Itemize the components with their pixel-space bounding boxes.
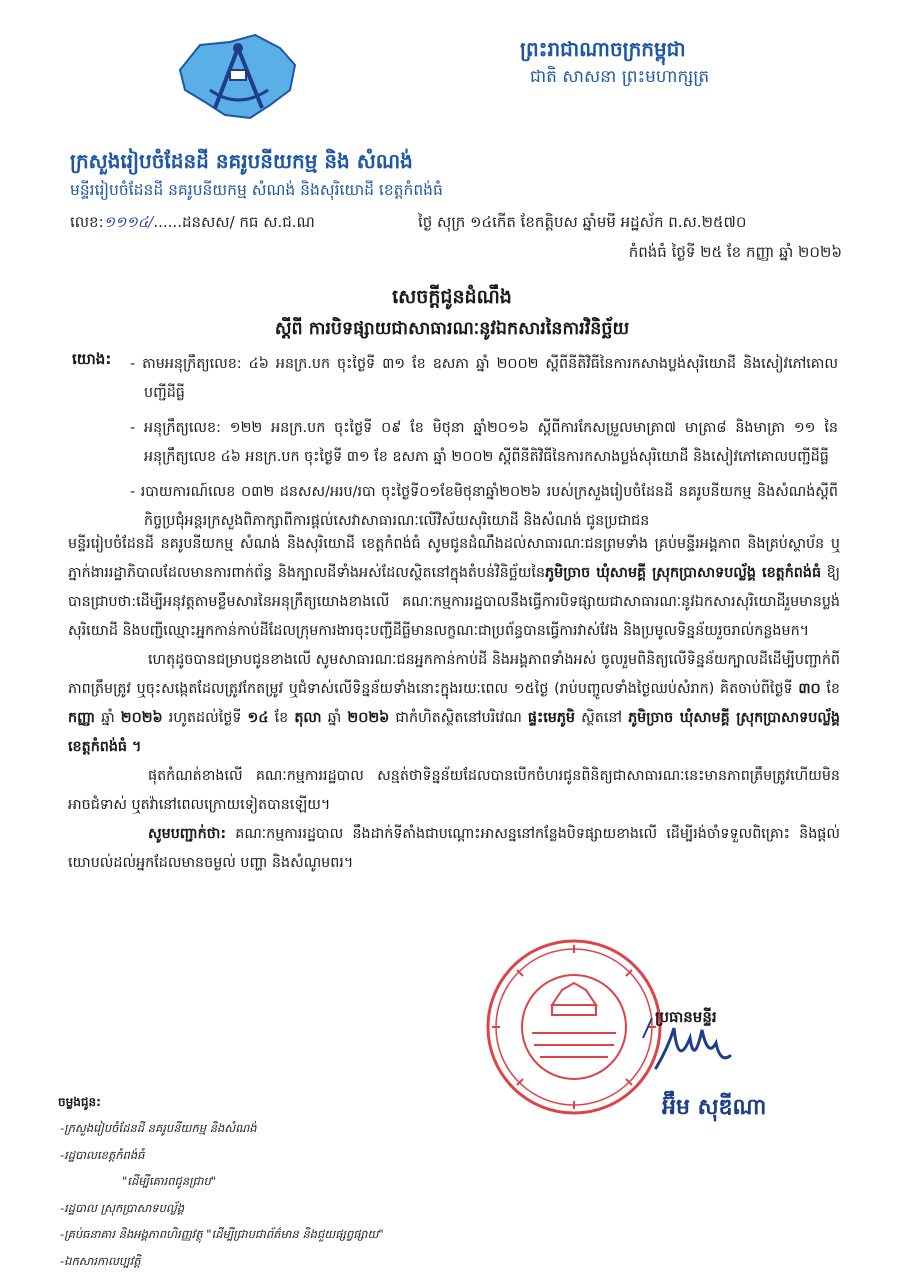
p4-text: គណៈកម្មការរដ្ឋបាល នឹងដាក់ទីតាំងជាបណ្ដោះអាសន្ននៅកន្លែងបិទផ្សាយខាងលើ ដើម្បីរង់ចាំទទួលពិគ្រោះ និងផ្ដល់យោបល់ដល់អ្នកដែលមានចម្ងល់ បញ្ហា និងសំណូមពរ។: [68, 826, 840, 871]
body-paragraph-4: [68, 820, 840, 878]
ministry-emblem-icon: [170, 30, 305, 125]
p2-text-mid: ឆ្នាំ: [94, 710, 121, 726]
kingdom-heading: ព្រះរាជាណាចក្រកម្ពុជា: [520, 37, 686, 61]
cc-label: ចម្លងជូន:: [58, 1095, 101, 1109]
body-paragraph-1: [68, 530, 840, 646]
p2-text-mid: ឆ្នាំ: [321, 710, 348, 726]
cc-item: "ដើម្បីគោរពជូនជ្រាប": [122, 1174, 217, 1188]
start-year: ២០២៦: [120, 710, 163, 726]
p2-text-mid: ស្ថិតនៅ: [575, 710, 629, 726]
end-year: ២០២៦: [347, 710, 390, 726]
reference-number: [70, 213, 315, 235]
notice-body: [68, 530, 841, 878]
cc-list: [60, 1115, 384, 1274]
cc-item: -រដ្ឋបាលខេត្តកំពង់ធំ: [60, 1147, 145, 1162]
ref-handwritten-number: ១១១៤/: [103, 213, 154, 231]
signer-name: អ៊ឹម សុឌីណា: [662, 1095, 767, 1120]
venue-location: ភូមិច្រាច ឃុំសាមគ្គី ស្រុកប្រាសាទបល្ល័ង្គ ខេត្តកំពង់ធំ ។: [68, 710, 841, 755]
p2-text-mid: ខែ: [820, 681, 840, 697]
p2-text: ហេតុដូចបានជម្រាបជូនខាងលើ សូមសាធារណៈជនអ្នកកាន់កាប់ដី និងអង្គភាពទាំងអស់ ចូលរួមពិនិត្យលើទិន្នន័យក្បាលដីដើម្បីបញ្ជាក់ពីភាពត្រឹមត្រូវ ឬចុះសង្កេតដែលត្រូវកែតម្រូវ ឬជំទាស់លើទិន្នន័យទាំងនោះក្នុងរយៈពេល ១៥ថ្ងៃ (រាប់បញ្ចូលទាំងថ្ងៃឈប់សំរាក) គិតចាប់ពីថ្ងៃទី: [68, 652, 840, 697]
reference-item: - តាមអនុក្រឹត្យលេខ: ៤៦ អនក្រ.បក ចុះថ្ងៃទី ៣១ ខែ ឧសភា ឆ្នាំ ២០០២ ស្ដីពីនីតិវិធីនៃការកសាងប្លង់សុរិយោដី និងសៀវភៅគោលបញ្ជីដីធ្លី: [130, 356, 838, 401]
references-label: យោង:: [72, 350, 112, 368]
signer-title: ប្រធានមន្ទីរ: [655, 1008, 717, 1026]
body-paragraph-3: ផុតកំណត់ខាងលើ គណៈកម្មការរដ្ឋបាល សន្មត់ថាទិន្នន័យដែលបានបើកចំហរជូនពិនិត្យជាសាធារណៈនេះមានភាពត្រឹមត្រូវហើយមិនអាចជំទាស់ ឬតវ៉ានៅពេលក្រោយទៀតបានឡើយ។: [68, 768, 840, 813]
reference-item: - របាយការណ៍លេខ ០៣២ ដនសស/អរប/របា ចុះថ្ងៃទី០១ខែមិថុនាឆ្នាំ២០២៦ របស់ក្រសួងរៀបចំដែនដី នគរូបនីយកម្ម និងសំណង់ស្ដីពីកិច្ចប្រជុំអន្តរក្រសួងពិភាក្សាពីការផ្ដល់សេវាសាធារណៈលើវិស័យសុរិយោដី និងសំណង់ ជូនប្រជាជន: [130, 484, 838, 529]
start-month: កញ្ញា: [68, 710, 95, 726]
p1-end-text: ឱ្យបានជ្រាបថា:ដើម្បីអនុវត្តតាមខ្លឹមសារនៃអនុក្រឹត្យយោងខាងលើ គណៈកម្មការរដ្ឋបាលនឹងធ្វើការបិទផ្សាយជាសាធារណៈនូវឯកសារសុរិយោដីរួមមានប្លង់សុរិយោដី និងបញ្ជីឈ្មោះអ្នកកាន់កាប់ដីដែលក្រុមការងារចុះបញ្ជីដីធ្លីមានលក្ខណៈជាប្រព័ន្ធបានធ្វើការវាស់វែង និងប្រមូលទិន្នន័យរួចរាល់កន្លងមក។: [68, 565, 840, 639]
end-day: ១៤: [247, 710, 269, 726]
department-name: មន្ទីររៀបចំដែនដី នគរូបនីយកម្ម សំណង់ និងសុរិយោដី ខេត្តកំពង់ធំ: [70, 181, 443, 199]
signature-mark: [638, 1008, 738, 1098]
references-list: [130, 350, 838, 542]
national-motto: ជាតិ សាសនា ព្រះមហាក្សត្រ: [530, 67, 710, 87]
p4-label: សូមបញ្ជាក់ថា:: [148, 826, 227, 842]
venue: ផ្ទះមេភូមិ: [527, 710, 576, 726]
p2-text-mid: ខែ: [268, 710, 295, 726]
place-date: កំពង់ធំ ថ្ងៃទី ២៥ ខែ កញ្ញា ឆ្នាំ ២០២៦: [628, 243, 842, 261]
p1-text: មន្ទីររៀបចំដែនដី នគរូបនីយកម្ម សំណង់ និងសុរិយោដី ខេត្តកំពង់ធំ សូមជូនដំណឹងដល់សាធារណៈជនព្រមទាំង គ្រប់មន្ទីរអង្គភាព និងគ្រប់ស្ថាប័ន ឬភ្នាក់ងាររដ្ឋាភិបាលដែលមានការពាក់ព័ន្ធ និងក្បាលដីទាំងអស់ដែលស្ថិតនៅក្នុងតំបន់វិនិច្ឆ័យនៃ: [68, 536, 840, 581]
ref-prefix: លេខ:: [70, 213, 104, 231]
cc-item: -ឯកសារកាលប្បវត្តិ: [60, 1253, 141, 1268]
start-day: ៣០: [798, 681, 821, 697]
ref-suffix: ......ដនសស/ កធ ស.ជ.ណ: [153, 213, 315, 231]
cc-item: -គ្រប់ធនាគារ និងអង្គភាពហិរញ្ញវត្ថុ "ដើម្បីជ្រាបជាព័ត៌មាន និងជួយផ្សព្វផ្សាយ": [60, 1227, 384, 1241]
notice-subject: ស្ដីពី ការបិទផ្សាយជាសាធារណៈនូវឯកសារនៃការវិនិច្ឆ័យ: [274, 319, 630, 339]
cc-item: -ក្រសួងរៀបចំដែនដី នគរូបនីយកម្ម និងសំណង់: [60, 1121, 257, 1135]
p1-location: ភូមិច្រាច ឃុំសាមគ្គី ស្រុកប្រាសាទបល្ល័ង្គ ខេត្តកំពង់ធំ: [545, 565, 822, 581]
p2-text-mid: ជាកំហិតស្ថិតនៅបរិវេណ: [389, 710, 528, 726]
notice-title: សេចក្ដីជូនដំណឹង: [392, 286, 512, 308]
p2-text-mid: រហូតដល់ថ្ងៃទី: [162, 710, 248, 726]
cc-item: -រដ្ឋបាល ស្រុកប្រាសាទបល្ល័ង្គ: [60, 1200, 185, 1215]
end-month: តុលា: [294, 710, 322, 726]
body-paragraph-2: [68, 646, 840, 762]
ministry-name: ក្រសួងរៀបចំដែនដី នគរូបនីយកម្ម និង សំណង់: [70, 149, 413, 173]
lunar-date: ថ្ងៃ សុក្រ ១៤កើត ខែកត្ដិបស ឆ្នាំមមី អដ្ឋស័ក ព.ស.២៥៧០: [418, 213, 747, 231]
reference-item: - អនុក្រឹត្យលេខ: ១២២ អនក្រ.បក ចុះថ្ងៃទី ០៩ ខែ មិថុនា ឆ្នាំ២០១៦ ស្ដីពីការកែសម្រួលមាត្រា៧ មាត្រា៨ និងមាត្រា ១១ នៃអនុក្រឹត្យលេខ ៤៦ អនក្រ.បក ចុះថ្ងៃទី ៣១ ខែ ឧសភា ឆ្នាំ ២០០២ ស្ដីពីនីតិវិធីនៃការកសាងប្លង់សុរិយោដី និងសៀវភៅគោលបញ្ជីដីធ្លី: [130, 420, 838, 465]
